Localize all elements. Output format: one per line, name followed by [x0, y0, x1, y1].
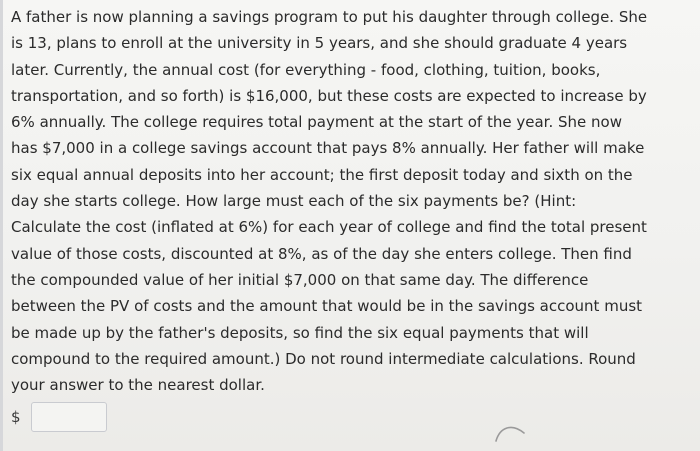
question-line: the compounded value of her initial $7,000 on that same day. The difference — [11, 270, 589, 289]
question-line: your answer to the nearest dollar. — [11, 376, 265, 395]
question-line: value of those costs, discounted at 8%, as of the day she enters college. Then find — [11, 244, 632, 263]
question-line: be made up by the father's deposits, so find the six equal payments that will — [11, 323, 589, 342]
question-line: between the PV of costs and the amount that would be in the savings account must — [11, 297, 643, 316]
question-line: compound to the required amount.) Do not round intermediate calculations. Round — [11, 349, 636, 368]
question-line: later. Currently, the annual cost (for everything - food, clothing, tuition, books, — [11, 60, 601, 79]
question-text — [11, 4, 699, 398]
question-line: A father is now planning a savings program to put his daughter through college. She — [11, 8, 648, 26]
question-line: day she starts college. How large must each of the six payments be? (Hint: — [11, 192, 577, 211]
question-line: six equal annual deposits into her account; the first deposit today and sixth on the — [11, 165, 633, 184]
question-line: is 13, plans to enroll at the university in 5 years, and she should graduate 4 years — [11, 34, 628, 53]
question-line: transportation, and so forth) is $16,000, but these costs are expected to increase by — [11, 86, 647, 105]
question-line: has $7,000 in a college savings account that pays 8% annually. Her father will make — [11, 139, 645, 158]
answer-row — [11, 400, 107, 434]
question-line: 6% annually. The college requires total payment at the start of the year. She now — [11, 113, 622, 132]
answer-input[interactable] — [31, 402, 107, 432]
question-line: Calculate the cost (inflated at 6%) for each year of college and find the total present — [11, 218, 647, 237]
cursor-arc-icon — [490, 415, 530, 445]
currency-symbol: $ — [11, 408, 21, 426]
